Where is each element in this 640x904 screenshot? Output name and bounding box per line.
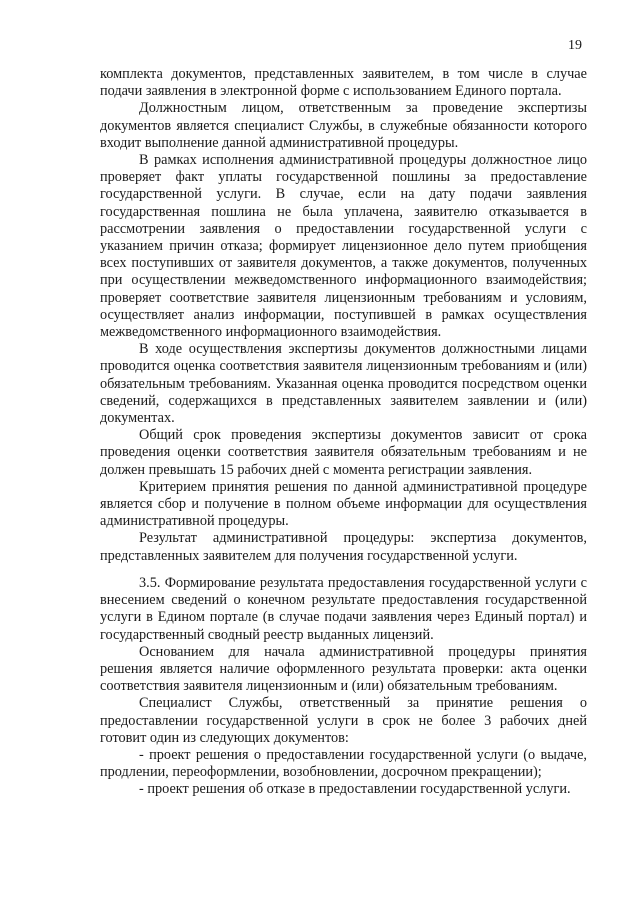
- paragraph-2: Должностным лицом, ответственным за проведение экспертизы документов является специалист Службы, в служебные обязанности которого входит выполнение данной административной процедуры.: [100, 100, 587, 151]
- page-number: 19: [568, 38, 582, 53]
- paragraph-10: Специалист Службы, ответственный за принятие решения о предоставлении государственной услуги в срок не более 3 рабочих дней готовит один из следующих документов:: [100, 695, 587, 746]
- paragraph-7: Результат административной процедуры: экспертиза документов, представленных заявителем для получения государственной услуги.: [100, 530, 587, 564]
- paragraph-9: Основанием для начала административной процедуры принятия решения является наличие оформленного результата проверки: акта оценки соответствия заявителя лицензионным и (или) обязательным требованиям.: [100, 643, 587, 695]
- document-body: [100, 66, 587, 799]
- list-item: - проект решения об отказе в предоставлении государственной услуги.: [139, 781, 571, 798]
- paragraph-3: В рамках исполнения административной процедуры должностное лицо проверяет факт уплаты государственной пошлины за предоставление государственной услуги. В случае, если на дату подачи заявления государственная пошлина не была уплачена, заявителю отказывается в рассмотрении заявления о предоставлении государственной услуги с указанием причин отказа; формирует лицензионное дело путем приобщения всех поступивших от заявителя документов, а также документов, полученных при осуществлении межведомственного информационного взаимодействия; проверяет соответствие заявителя лицензионным требованиям и условиям, осуществляет анализ информации, поступившей в рамках осуществления межведомственного информационного взаимодействия.: [100, 152, 587, 341]
- paragraph-4: В ходе осуществления экспертизы документов должностными лицами проводится оценка соответствия заявителя лицензионным требованиям и (или) обязательным требованиям. Указанная оценка проводится посредством оценки сведений, содержащихся в представленных заявителем заявлении и (или) документах.: [100, 341, 587, 427]
- list-item: - проект решения о предоставлении государственной услуги (о выдаче, продлении, переоформлении, возобновлении, досрочном прекращении);: [100, 746, 587, 781]
- paragraph-1: комплекта документов, представленных заявителем, в том числе в случае подачи заявления в электронной форме с использованием Единого портала.: [100, 66, 587, 100]
- paragraph-6: Критерием принятия решения по данной административной процедуре является сбор и получение в полном объеме информации для осуществления административной процедуры.: [100, 478, 587, 530]
- section-3-5-heading: 3.5. Формирование результата предоставления государственной услуги с внесением сведений о конечном результате предоставления государственной услуги в Едином портале (в случае подачи заявления через Единый портал) и государственный сводный реестр выданных лицензий.: [100, 574, 587, 643]
- paragraph-5: Общий срок проведения экспертизы документов зависит от срока проведения оценки соответствия заявителя обязательным требованиям и не должен превышать 15 рабочих дней с момента регистрации заявления.: [100, 427, 587, 478]
